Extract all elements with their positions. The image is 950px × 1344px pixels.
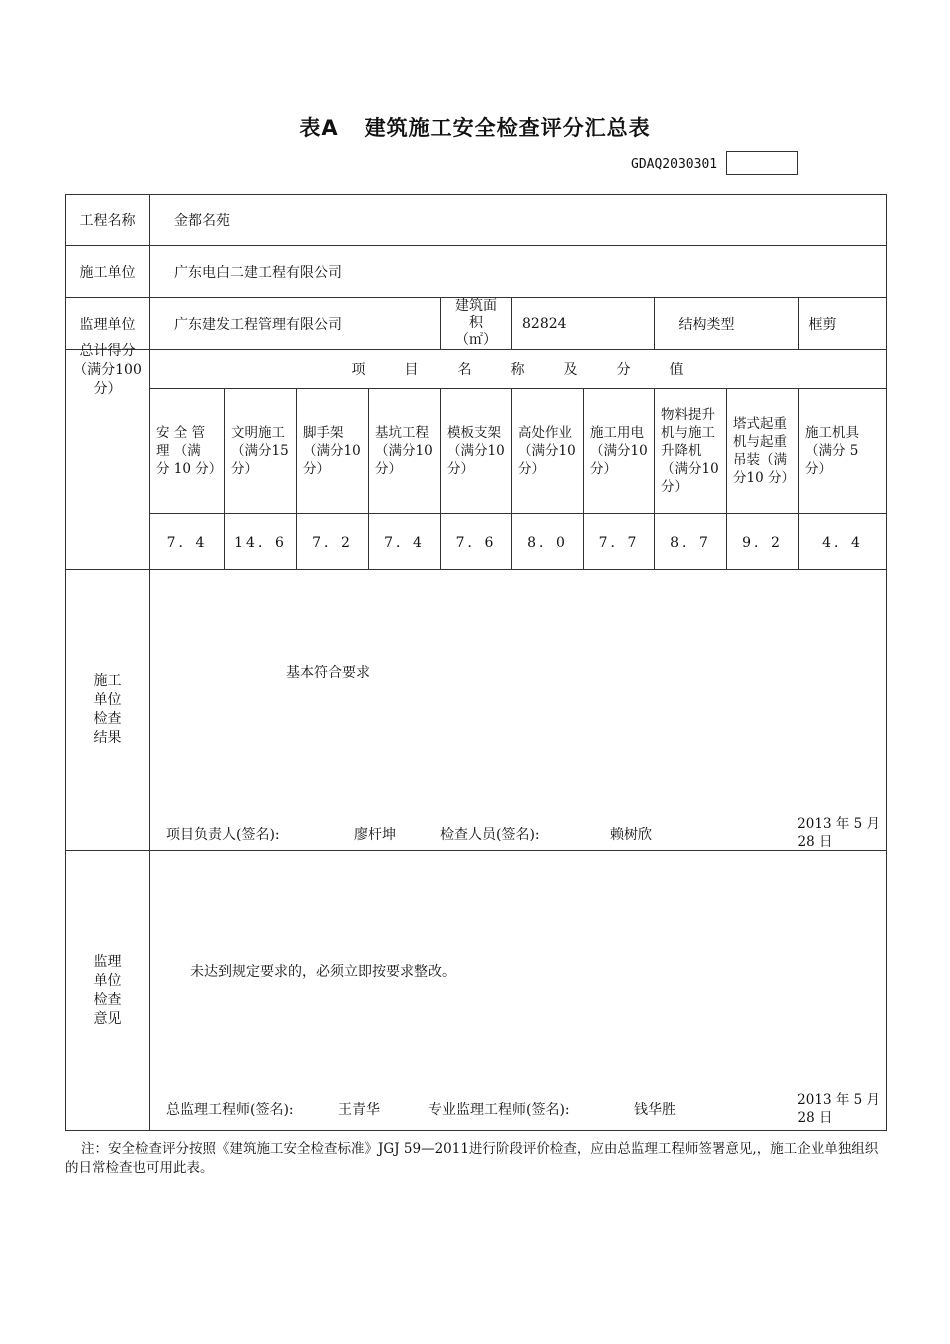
structure-label: 结构类型 [655, 298, 799, 350]
header-word: 值 [669, 362, 685, 378]
item-score: 7．2 [297, 514, 369, 570]
item-score: 14．6 [225, 514, 297, 570]
project-label: 工程名称 [66, 195, 150, 246]
pm-signature-name: 廖杆坤 [354, 827, 396, 843]
form-title [0, 112, 950, 142]
total-label-text: 总计得分（满分100 分） [73, 342, 142, 397]
area-value: 82824 [512, 298, 655, 350]
chief-signature-name: 王青华 [338, 1102, 380, 1118]
item-name: 施工机具（满分 5 分） [799, 389, 887, 514]
area-label: 建筑面积（㎡） [441, 298, 512, 350]
supervisor-check-date [750, 1091, 880, 1127]
contractor-value: 广东电白二建工程有限公司 [150, 246, 887, 298]
total-label [66, 342, 150, 570]
item-name: 塔式起重机与起重吊装（满分10 分） [727, 389, 799, 514]
header-word: 分 [616, 362, 632, 378]
item-name: 脚手架（满分10分） [297, 389, 369, 514]
item-name: 安 全 管 理 （满 分 10 分） [150, 389, 225, 514]
supervisor-value: 广东建发工程管理有限公司 [150, 298, 441, 350]
contractor-check-result: 基本符合要求 [286, 665, 370, 681]
form-title-prefix: 表A [299, 116, 339, 140]
specialist-signature-name: 钱华胜 [634, 1102, 676, 1118]
supervisor-check-cell [150, 851, 887, 1131]
supervisor-check-result: 未达到规定要求的，必须立即按要求整改。 [190, 964, 456, 980]
item-score: 7．6 [441, 514, 512, 570]
item-name: 施工用电（满分10 分） [584, 389, 655, 514]
pm-signature-label: 项目负责人(签名): [166, 827, 280, 843]
header-word: 名 [457, 362, 473, 378]
supervisor-check-label: 监理单位检查意见 [66, 851, 150, 1131]
form-code: GDAQ2030301 [631, 157, 718, 172]
item-name: 文明施工（满分15 分） [225, 389, 297, 514]
summary-table [65, 194, 887, 1131]
header-word: 目 [404, 362, 420, 378]
item-score: 7．4 [369, 514, 441, 570]
item-name: 高处作业（满分10 分） [512, 389, 584, 514]
item-score: 8．0 [512, 514, 584, 570]
date-line: 28 日 [797, 1110, 833, 1126]
inspector-signature-name: 赖树欣 [610, 827, 652, 843]
footnote: 注：安全检查评分按照《建筑施工安全检查标准》JGJ 59—2011进行阶段评价检查，应由总监理工程师签署意见,，施工企业单独组织的日常检查也可用此表。 [65, 1141, 879, 1176]
specialist-signature-label: 专业监理工程师(签名): [428, 1102, 570, 1118]
contractor-check-date [750, 815, 880, 851]
contractor-check-label: 施工单位检查结果 [66, 570, 150, 851]
item-score: 8．7 [655, 514, 727, 570]
item-score: 7．7 [584, 514, 655, 570]
structure-value: 框剪 [799, 298, 887, 350]
item-name: 模板支架（满分10 分） [441, 389, 512, 514]
item-name: 物料提升机与施工升降机（满分10 分） [655, 389, 727, 514]
item-name: 基坑工程（满分10 分） [369, 389, 441, 514]
project-value: 金都名苑 [150, 195, 887, 246]
item-score: 9．2 [727, 514, 799, 570]
chief-signature-label: 总监理工程师(签名): [166, 1102, 294, 1118]
item-score: 7．4 [150, 514, 225, 570]
items-header [150, 350, 887, 389]
date-line: 2013 年 5 月 [797, 1092, 880, 1108]
header-word: 及 [563, 362, 579, 378]
contractor-label: 施工单位 [66, 246, 150, 298]
date-line: 2013 年 5 月 [797, 816, 880, 832]
date-line: 28 日 [797, 834, 833, 850]
header-word: 称 [510, 362, 526, 378]
inspector-signature-label: 检查人员(签名): [440, 827, 540, 843]
form-number-field[interactable] [726, 151, 798, 175]
form-title-main: 建筑施工安全检查评分汇总表 [364, 116, 651, 140]
supervisor-label: 监理单位 [66, 298, 150, 350]
header-word: 项 [351, 362, 367, 378]
item-score: 4．4 [799, 514, 887, 570]
contractor-check-cell [150, 570, 887, 851]
